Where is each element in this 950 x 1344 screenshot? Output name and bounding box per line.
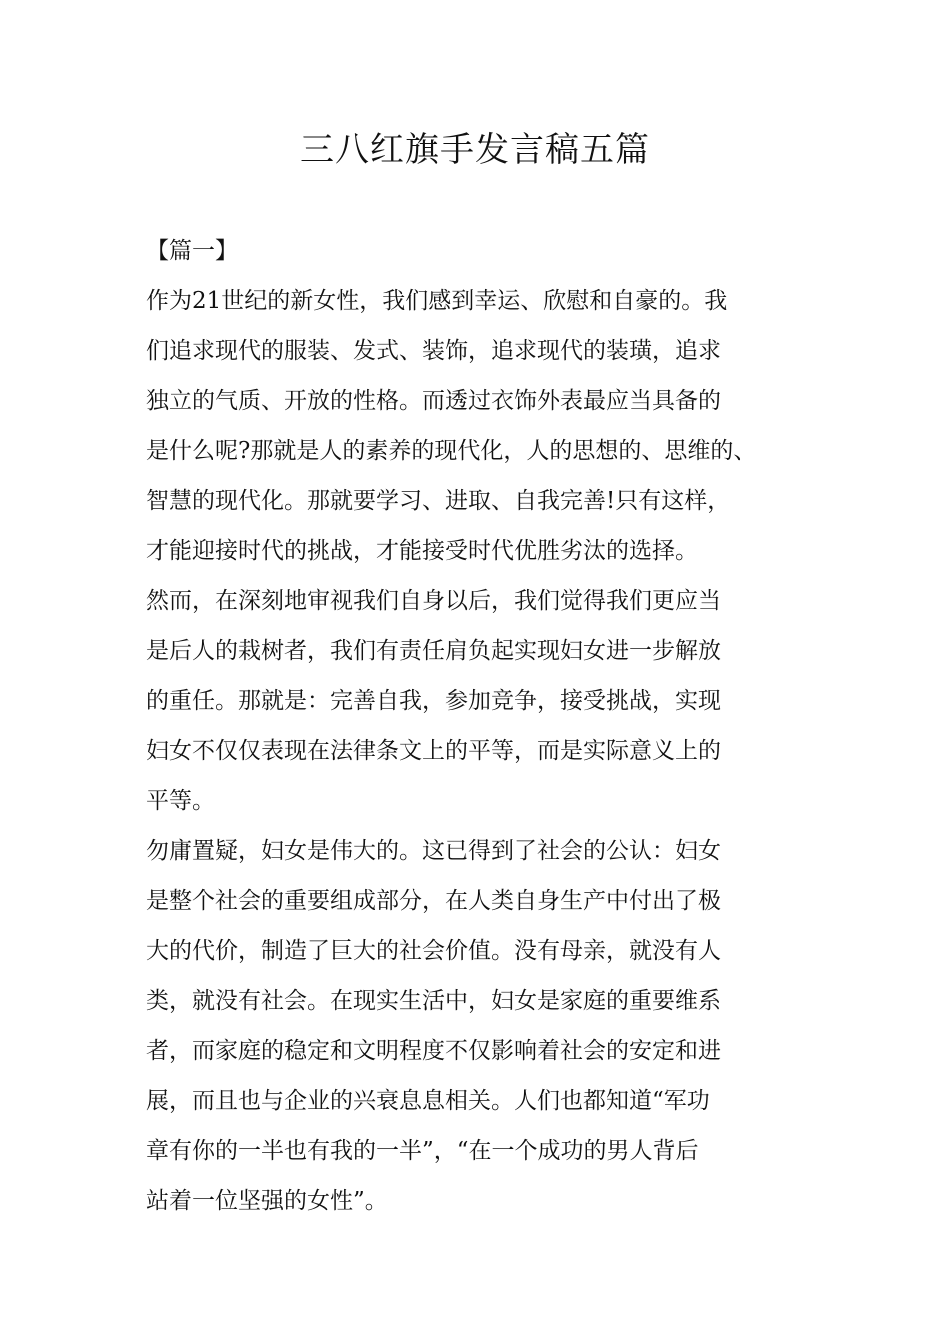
paragraph-line: 妇女不仅仅表现在法律条文上的平等，而是实际意义上的 (146, 738, 721, 764)
paragraph-line: 的重任。那就是：完善自我，参加竞争，接受挑战，实现 (146, 688, 721, 714)
paragraph-line: 勿庸置疑，妇女是伟大的。这已得到了社会的公认：妇女 (146, 838, 721, 864)
paragraph-line: 智慧的现代化。那就要学习、进取、自我完善!只有这样， (146, 488, 731, 514)
paragraph-line: 才能迎接时代的挑战，才能接受时代优胜劣汰的选择。 (146, 538, 698, 564)
paragraph-line: 们追求现代的服装、发式、装饰，追求现代的装璜，追求 (146, 338, 721, 364)
paragraph-line: 大的代价，制造了巨大的社会价值。没有母亲，就没有人 (146, 938, 721, 964)
paragraph-line: 是后人的栽树者，我们有责任肩负起实现妇女进一步解放 (146, 638, 721, 664)
paragraph-2 (146, 576, 836, 826)
document-title: 三八红旗手发言稿五篇 (300, 130, 650, 170)
paragraph-line: 者，而家庭的稳定和文明程度不仅影响着社会的安定和进 (146, 1038, 721, 1064)
paragraph-line: 平等。 (146, 788, 215, 814)
paragraph-line: 然而，在深刻地审视我们自身以后，我们觉得我们更应当 (146, 588, 721, 614)
paragraph-line: 独立的气质、开放的性格。而透过衣饰外表最应当具备的 (146, 388, 721, 414)
section-heading: 【篇一】 (146, 238, 238, 264)
paragraph-line: 作为21世纪的新女性，我们感到幸运、欣慰和自豪的。我 (146, 288, 728, 314)
document-body (146, 226, 836, 1226)
paragraph-3 (146, 826, 836, 1226)
paragraph-line: 站着一位坚强的女性”。 (146, 1188, 388, 1214)
paragraph-line: 是什么呢?那就是人的素养的现代化，人的思想的、思维的、 (146, 438, 757, 464)
paragraph-line: 类，就没有社会。在现实生活中，妇女是家庭的重要维系 (146, 988, 721, 1014)
paragraph-line: 展，而且也与企业的兴衰息息相关。人们也都知道“军功 (146, 1088, 710, 1114)
paragraph-1 (146, 276, 836, 576)
paragraph-line: 章有你的一半也有我的一半”，“在一个成功的男人背后 (146, 1138, 699, 1164)
paragraph-line: 是整个社会的重要组成部分，在人类自身生产中付出了极 (146, 888, 721, 914)
